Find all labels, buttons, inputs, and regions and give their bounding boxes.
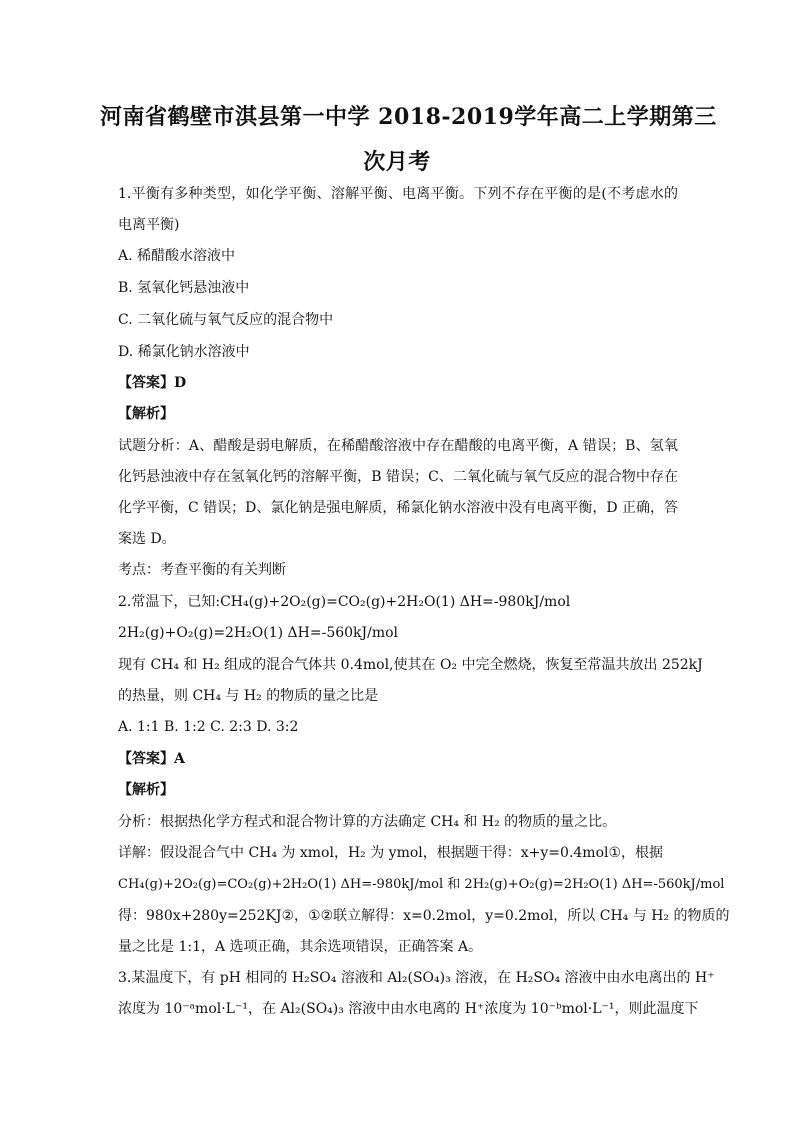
q2-analysis-heading: 【解析】 (118, 782, 174, 798)
q3-stem-line-2: 浓度为 10⁻ᵃmol·L⁻¹，在 Al₂(SO₄)₃ 溶液中由水电离的 H⁺浓度为 10⁻ᵇmol·L⁻¹，则此温度下 (118, 1001, 699, 1017)
q2-stem-line-2: 2H₂(g)+O₂(g)=2H₂O(1) ΔH=-560kJ/mol (118, 625, 399, 641)
q1-analysis-line-2: 化钙悬浊液中存在氢氧化钙的溶解平衡，B 错误；C、二氧化硫与氧气反应的混合物中存在 (118, 469, 678, 485)
q2-answer: 【答案】A (118, 751, 185, 767)
q1-stem-line-1: 1.平衡有多种类型，如化学平衡、溶解平衡、电离平衡。下列不存在平衡的是(不考虑水的 (118, 186, 678, 202)
q2-detail-line-3: 得：980x+280y=252KJ②，①②联立解得：x=0.2mol，y=0.2mol，所以 CH₄ 与 H₂ 的物质的 (118, 908, 730, 924)
document-title-line-2: 次月考 (363, 149, 431, 175)
q2-detail-line-4: 量之比是 1:1，A 选项正确，其余选项错误，正确答案 A。 (118, 939, 483, 955)
q1-answer: 【答案】D (118, 375, 187, 391)
q1-analysis-line-1: 试题分析：A、醋酸是弱电解质，在稀醋酸溶液中存在醋酸的电离平衡，A 错误；B、氢氧 (118, 438, 678, 454)
q1-option-d: D. 稀氯化钠水溶液中 (118, 344, 250, 360)
q1-topic: 考点：考查平衡的有关判断 (118, 562, 286, 578)
q1-analysis-line-3: 化学平衡，C 错误；D、氯化钠是强电解质，稀氯化钠水溶液中没有电离平衡，D 正确，答 (118, 500, 679, 516)
q1-option-b: B. 氢氧化钙悬浊液中 (118, 280, 250, 296)
q2-detail-line-1: 详解：假设混合气中 CH₄ 为 xmol，H₂ 为 ymol，根据题干得：x+y=0.4mol①，根据 (118, 845, 664, 861)
q2-stem-line-1: 2.常温下，已知:CH₄(g)+2O₂(g)=CO₂(g)+2H₂O(1) ΔH=-980kJ/mol (118, 594, 571, 610)
q1-analysis-heading: 【解析】 (118, 406, 174, 422)
q1-analysis-line-4: 案选 D。 (118, 531, 176, 547)
q1-stem-line-2: 电离平衡) (118, 217, 180, 233)
q3-stem-line-1: 3.某温度下，有 pH 相同的 H₂SO₄ 溶液和 Al₂(SO₄)₃ 溶液，在 H₂SO₄ 溶液中由水电离出的 H⁺ (118, 970, 715, 986)
q1-option-a: A. 稀醋酸水溶液中 (118, 248, 236, 264)
q2-detail-line-2: CH₄(g)+2O₂(g)=CO₂(g)+2H₂O(1) ΔH=-980kJ/mol 和 2H₂(g)+O₂(g)=2H₂O(1) ΔH=-560kJ/mol (118, 877, 725, 892)
document-title-line-1: 河南省鹤壁市淇县第一中学 2018-2019学年高二上学期第三 (100, 104, 717, 130)
q2-analysis-summary: 分析：根据热化学方程式和混合物计算的方法确定 CH₄ 和 H₂ 的物质的量之比。 (118, 814, 617, 830)
q1-option-c: C. 二氧化硫与氧气反应的混合物中 (118, 312, 334, 328)
q2-options: A. 1:1 B. 1:2 C. 2:3 D. 3:2 (118, 719, 299, 735)
q2-stem-line-3: 现有 CH₄ 和 H₂ 组成的混合气体共 0.4mol,使其在 O₂ 中完全燃烧，恢复至常温共放出 252kJ (118, 657, 703, 673)
q2-stem-line-4: 的热量，则 CH₄ 与 H₂ 的物质的量之比是 (118, 688, 379, 704)
